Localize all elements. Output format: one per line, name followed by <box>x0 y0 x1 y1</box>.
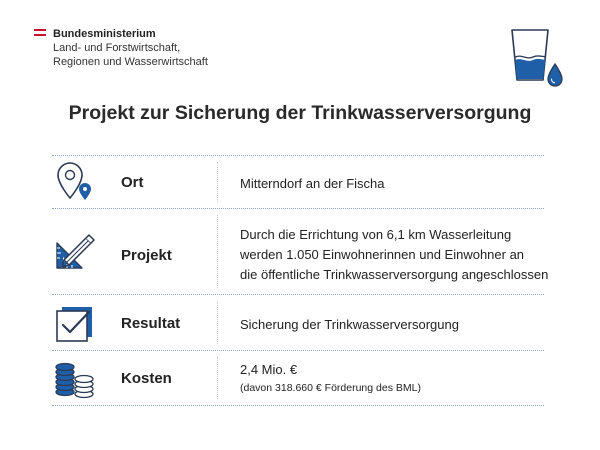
value-line: Sicherung der Trinkwasserversorgung <box>240 317 459 332</box>
row-label-ort: Ort <box>121 174 144 191</box>
value-line: 2,4 Mio. € <box>240 362 298 377</box>
value-line: Durch die Errichtung von 6,1 km Wasserleitung <box>240 227 512 242</box>
row-label-kosten: Kosten <box>121 370 172 387</box>
column-divider <box>217 215 218 288</box>
austria-flag-icon <box>34 29 46 36</box>
row-divider <box>52 405 544 406</box>
ministry-line-2: Land- und Forstwirtschaft, <box>53 42 181 54</box>
value-note: (davon 318.660 € Förderung des BML) <box>240 382 421 394</box>
ministry-name <box>53 27 293 69</box>
value-line: Mitterndorf an der Fischa <box>240 176 385 191</box>
ruler-pencil-icon <box>52 228 98 274</box>
row-label-resultat: Resultat <box>121 315 181 332</box>
row-divider <box>52 294 544 295</box>
row-value-resultat <box>240 315 459 335</box>
column-divider <box>217 357 218 399</box>
column-divider <box>217 162 218 202</box>
row-divider <box>52 350 544 351</box>
row-value-kosten <box>240 360 421 396</box>
row-value-ort <box>240 174 385 194</box>
checkbox-icon <box>52 300 98 346</box>
row-value-projekt <box>240 225 548 285</box>
row-divider <box>52 155 544 156</box>
coins-icon <box>52 356 98 402</box>
map-pin-icon <box>52 160 98 206</box>
value-line: werden 1.050 Einwohnerinnen und Einwohner an <box>240 247 525 262</box>
page-title: Projekt zur Sicherung der Trinkwasserversorgung <box>68 102 532 124</box>
column-divider <box>217 301 218 344</box>
value-line: die öffentliche Trinkwasserversorgung angeschlossen <box>240 267 549 282</box>
ministry-line-1: Bundesministerium <box>53 28 156 40</box>
water-glass-icon <box>508 24 564 88</box>
ministry-line-3: Regionen und Wasserwirtschaft <box>53 56 208 68</box>
row-label-projekt: Projekt <box>121 247 172 264</box>
row-divider <box>52 208 544 209</box>
